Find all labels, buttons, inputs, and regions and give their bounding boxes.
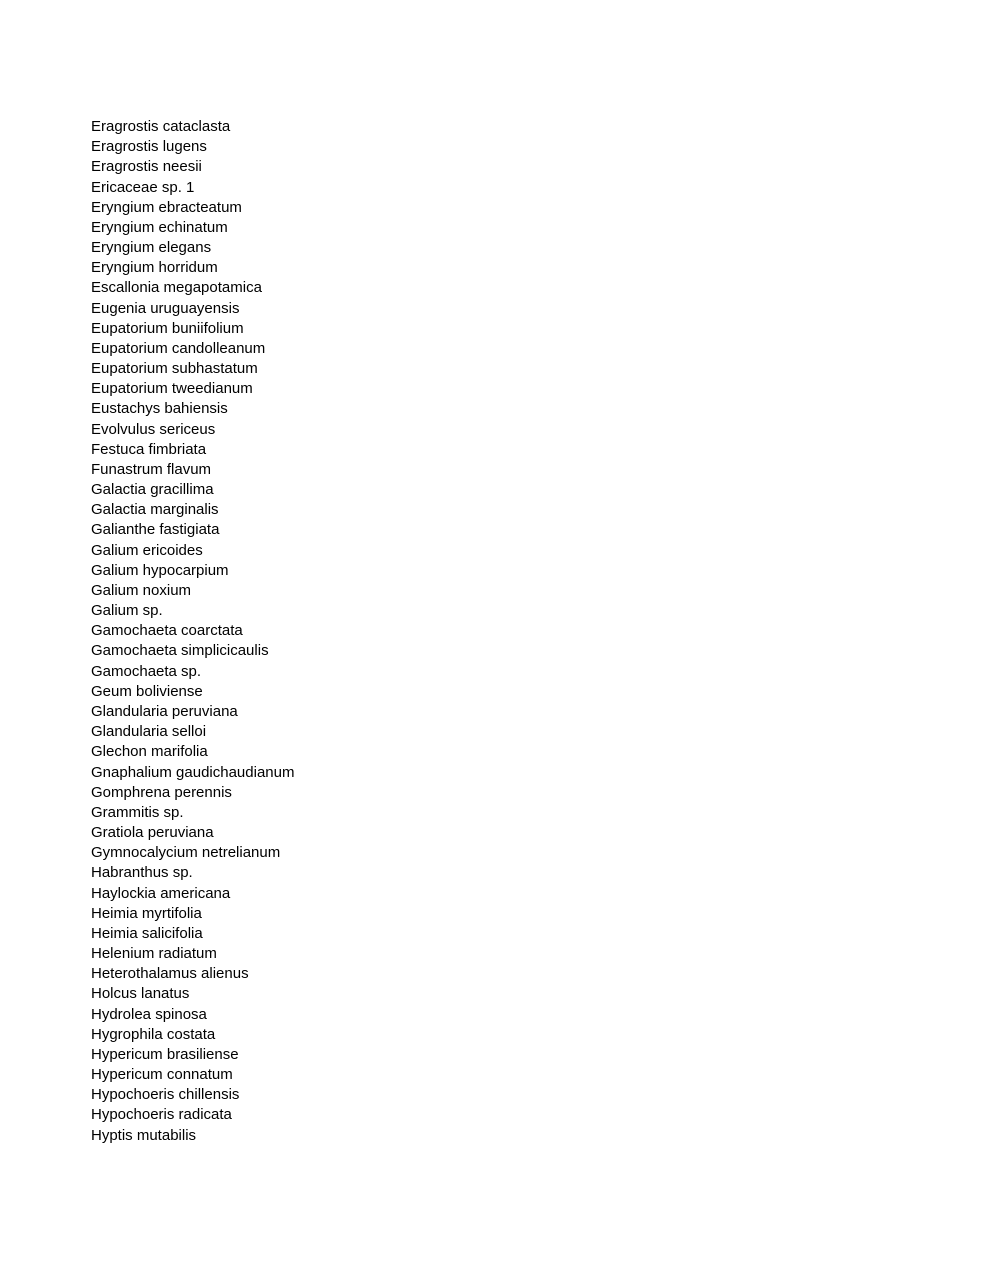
species-list-item: Escallonia megapotamica: [91, 279, 262, 297]
species-list-item: Heimia salicifolia: [91, 924, 203, 942]
species-list-item: Eustachys bahiensis: [91, 400, 228, 418]
species-list-item: Hyptis mutabilis: [91, 1126, 197, 1144]
species-list-item: Eupatorium tweedianum: [91, 380, 253, 398]
species-list-item: Funastrum flavum: [91, 460, 212, 478]
species-list-item: Galium sp.: [91, 602, 163, 620]
species-list-item: Eryngium echinatum: [91, 218, 228, 236]
species-list-item: Hypericum brasiliense: [91, 1045, 239, 1063]
species-list-item: Galactia gracillima: [91, 481, 214, 499]
species-list-item: Eragrostis neesii: [91, 158, 202, 176]
species-list-item: Eryngium ebracteatum: [91, 198, 242, 216]
species-list-item: Galianthe fastigiata: [91, 521, 220, 539]
species-list-item: Eragrostis lugens: [91, 138, 207, 156]
species-list-item: Hypochoeris radicata: [91, 1106, 232, 1124]
species-list-item: Eupatorium subhastatum: [91, 360, 258, 378]
species-list-item: Eupatorium candolleanum: [91, 339, 266, 357]
species-list-item: Gamochaeta coarctata: [91, 622, 243, 640]
species-list-item: Glechon marifolia: [91, 743, 208, 761]
species-list-item: Eryngium elegans: [91, 239, 212, 257]
species-list-item: Holcus lanatus: [91, 985, 190, 1003]
species-list-item: Gymnocalycium netrelianum: [91, 844, 281, 862]
species-list-item: Gamochaeta simplicicaulis: [91, 642, 269, 660]
species-list-item: Heterothalamus alienus: [91, 965, 249, 983]
species-list-item: Gnaphalium gaudichaudianum: [91, 763, 295, 781]
species-list-item: Eupatorium buniifolium: [91, 319, 244, 337]
species-list-item: Festuca fimbriata: [91, 440, 207, 458]
species-list-item: Eryngium horridum: [91, 259, 218, 277]
species-list-item: Hygrophila costata: [91, 1025, 216, 1043]
species-list-item: Gratiola peruviana: [91, 824, 214, 842]
species-list-item: Ericaceae sp. 1: [91, 178, 195, 196]
species-list-item: Glandularia peruviana: [91, 702, 238, 720]
species-list-item: Evolvulus sericeus: [91, 420, 216, 438]
species-list-item: Grammitis sp.: [91, 803, 184, 821]
species-list: [91, 117, 294, 1146]
species-list-item: Galium hypocarpium: [91, 561, 229, 579]
species-list-item: Habranthus sp.: [91, 864, 193, 882]
species-list-item: Hypericum connatum: [91, 1066, 233, 1084]
species-list-item: Eragrostis cataclasta: [91, 118, 231, 135]
species-list-item: Gomphrena perennis: [91, 783, 232, 801]
species-list-item: Helenium radiatum: [91, 945, 217, 963]
species-list-item: Eugenia uruguayensis: [91, 299, 240, 317]
species-list-item: Hydrolea spinosa: [91, 1005, 207, 1023]
species-list-item: Galium ericoides: [91, 541, 203, 559]
species-list-item: Glandularia selloi: [91, 723, 207, 741]
species-list-item: Haylockia americana: [91, 884, 231, 902]
species-list-item: Hypochoeris chillensis: [91, 1086, 240, 1104]
species-list-item: Galactia marginalis: [91, 501, 219, 519]
species-list-item: Gamochaeta sp.: [91, 662, 202, 680]
species-list-item: Geum boliviense: [91, 682, 203, 700]
species-list-item: Galium noxium: [91, 581, 192, 599]
species-list-item: Heimia myrtifolia: [91, 904, 202, 922]
